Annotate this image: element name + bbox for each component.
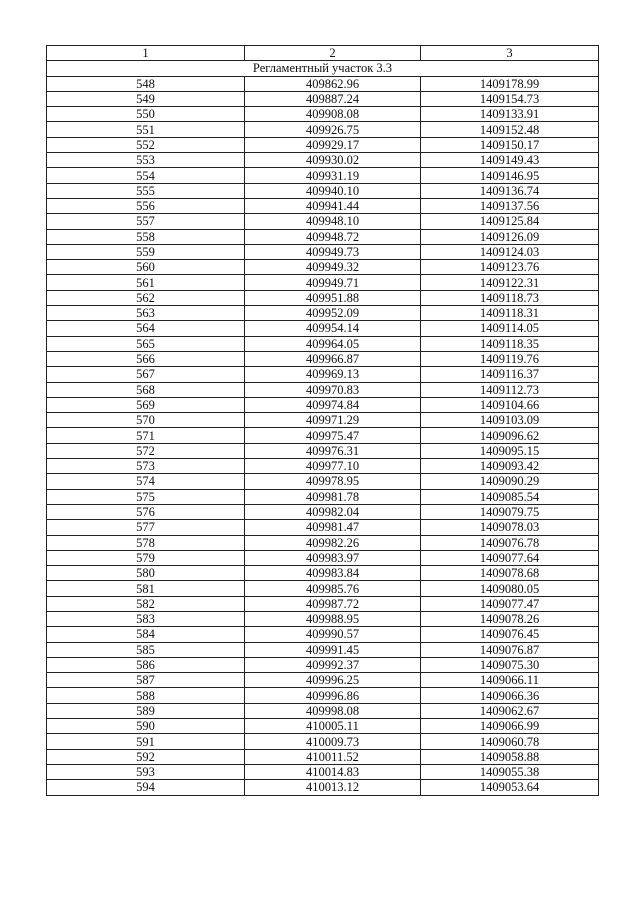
cell-y-coordinate: 1409149.43 bbox=[421, 153, 599, 168]
table-row bbox=[47, 137, 599, 152]
cell-x-coordinate: 409985.76 bbox=[245, 581, 421, 596]
table-row bbox=[47, 107, 599, 122]
table-row bbox=[47, 657, 599, 672]
table-row bbox=[47, 596, 599, 611]
cell-y-coordinate: 1409103.09 bbox=[421, 413, 599, 428]
cell-x-coordinate: 409983.97 bbox=[245, 550, 421, 565]
cell-point-number: 578 bbox=[47, 535, 245, 550]
cell-point-number: 592 bbox=[47, 749, 245, 764]
cell-x-coordinate: 410013.12 bbox=[245, 780, 421, 795]
cell-point-number: 573 bbox=[47, 459, 245, 474]
cell-y-coordinate: 1409137.56 bbox=[421, 198, 599, 213]
cell-y-coordinate: 1409119.76 bbox=[421, 351, 599, 366]
cell-x-coordinate: 409940.10 bbox=[245, 183, 421, 198]
table-row bbox=[47, 382, 599, 397]
cell-x-coordinate: 409992.37 bbox=[245, 657, 421, 672]
cell-point-number: 583 bbox=[47, 611, 245, 626]
cell-y-coordinate: 1409085.54 bbox=[421, 489, 599, 504]
cell-y-coordinate: 1409078.68 bbox=[421, 566, 599, 581]
cell-x-coordinate: 409951.88 bbox=[245, 290, 421, 305]
cell-point-number: 570 bbox=[47, 413, 245, 428]
table-row bbox=[47, 688, 599, 703]
table-row bbox=[47, 734, 599, 749]
cell-point-number: 551 bbox=[47, 122, 245, 137]
table-row bbox=[47, 260, 599, 275]
cell-point-number: 568 bbox=[47, 382, 245, 397]
cell-y-coordinate: 1409124.03 bbox=[421, 244, 599, 259]
cell-point-number: 558 bbox=[47, 229, 245, 244]
cell-x-coordinate: 409964.05 bbox=[245, 336, 421, 351]
cell-x-coordinate: 409941.44 bbox=[245, 198, 421, 213]
table-row bbox=[47, 198, 599, 213]
table-row bbox=[47, 214, 599, 229]
cell-x-coordinate: 409952.09 bbox=[245, 306, 421, 321]
cell-y-coordinate: 1409150.17 bbox=[421, 137, 599, 152]
cell-x-coordinate: 410009.73 bbox=[245, 734, 421, 749]
cell-y-coordinate: 1409076.45 bbox=[421, 627, 599, 642]
cell-y-coordinate: 1409062.67 bbox=[421, 703, 599, 718]
table-row bbox=[47, 459, 599, 474]
cell-y-coordinate: 1409096.62 bbox=[421, 428, 599, 443]
cell-x-coordinate: 409996.86 bbox=[245, 688, 421, 703]
table-row bbox=[47, 168, 599, 183]
cell-y-coordinate: 1409114.05 bbox=[421, 321, 599, 336]
table-row bbox=[47, 780, 599, 795]
cell-y-coordinate: 1409066.11 bbox=[421, 673, 599, 688]
cell-x-coordinate: 409998.08 bbox=[245, 703, 421, 718]
cell-point-number: 561 bbox=[47, 275, 245, 290]
cell-point-number: 565 bbox=[47, 336, 245, 351]
cell-x-coordinate: 410011.52 bbox=[245, 749, 421, 764]
cell-point-number: 553 bbox=[47, 153, 245, 168]
cell-x-coordinate: 409987.72 bbox=[245, 596, 421, 611]
cell-y-coordinate: 1409076.87 bbox=[421, 642, 599, 657]
cell-point-number: 580 bbox=[47, 566, 245, 581]
table-row bbox=[47, 428, 599, 443]
cell-point-number: 579 bbox=[47, 550, 245, 565]
table-row bbox=[47, 474, 599, 489]
table-row bbox=[47, 443, 599, 458]
cell-y-coordinate: 1409055.38 bbox=[421, 764, 599, 779]
cell-y-coordinate: 1409154.73 bbox=[421, 91, 599, 106]
cell-point-number: 556 bbox=[47, 198, 245, 213]
table-row bbox=[47, 749, 599, 764]
cell-point-number: 554 bbox=[47, 168, 245, 183]
cell-x-coordinate: 409970.83 bbox=[245, 382, 421, 397]
cell-y-coordinate: 1409093.42 bbox=[421, 459, 599, 474]
table-row bbox=[47, 535, 599, 550]
cell-point-number: 550 bbox=[47, 107, 245, 122]
cell-point-number: 559 bbox=[47, 244, 245, 259]
cell-x-coordinate: 409949.71 bbox=[245, 275, 421, 290]
cell-y-coordinate: 1409133.91 bbox=[421, 107, 599, 122]
table-row bbox=[47, 397, 599, 412]
table-row bbox=[47, 91, 599, 106]
table-row bbox=[47, 413, 599, 428]
table-row bbox=[47, 550, 599, 565]
table-row bbox=[47, 489, 599, 504]
cell-x-coordinate: 409948.72 bbox=[245, 229, 421, 244]
cell-x-coordinate: 409969.13 bbox=[245, 367, 421, 382]
column-header-x: 2 bbox=[245, 46, 421, 61]
cell-point-number: 589 bbox=[47, 703, 245, 718]
cell-x-coordinate: 409971.29 bbox=[245, 413, 421, 428]
section-title: Регламентный участок 3.3 bbox=[47, 61, 599, 76]
table-row bbox=[47, 229, 599, 244]
table-row bbox=[47, 764, 599, 779]
cell-point-number: 552 bbox=[47, 137, 245, 152]
table-body bbox=[47, 61, 599, 795]
section-title-row bbox=[47, 61, 599, 76]
table-row bbox=[47, 306, 599, 321]
cell-y-coordinate: 1409118.73 bbox=[421, 290, 599, 305]
cell-y-coordinate: 1409095.15 bbox=[421, 443, 599, 458]
table-row bbox=[47, 153, 599, 168]
cell-y-coordinate: 1409066.99 bbox=[421, 719, 599, 734]
table-row bbox=[47, 703, 599, 718]
cell-point-number: 567 bbox=[47, 367, 245, 382]
table-row bbox=[47, 122, 599, 137]
table-row bbox=[47, 611, 599, 626]
cell-point-number: 576 bbox=[47, 504, 245, 519]
cell-point-number: 577 bbox=[47, 520, 245, 535]
cell-point-number: 587 bbox=[47, 673, 245, 688]
cell-x-coordinate: 409930.02 bbox=[245, 153, 421, 168]
cell-y-coordinate: 1409090.29 bbox=[421, 474, 599, 489]
cell-point-number: 584 bbox=[47, 627, 245, 642]
table-row bbox=[47, 581, 599, 596]
cell-x-coordinate: 409976.31 bbox=[245, 443, 421, 458]
cell-point-number: 574 bbox=[47, 474, 245, 489]
cell-point-number: 562 bbox=[47, 290, 245, 305]
table-row bbox=[47, 76, 599, 91]
cell-point-number: 563 bbox=[47, 306, 245, 321]
cell-x-coordinate: 409908.08 bbox=[245, 107, 421, 122]
cell-x-coordinate: 409949.73 bbox=[245, 244, 421, 259]
cell-point-number: 581 bbox=[47, 581, 245, 596]
table-row bbox=[47, 566, 599, 581]
table-row bbox=[47, 504, 599, 519]
column-header-point-number: 1 bbox=[47, 46, 245, 61]
cell-point-number: 569 bbox=[47, 397, 245, 412]
cell-y-coordinate: 1409116.37 bbox=[421, 367, 599, 382]
cell-x-coordinate: 410014.83 bbox=[245, 764, 421, 779]
cell-y-coordinate: 1409178.99 bbox=[421, 76, 599, 91]
cell-point-number: 590 bbox=[47, 719, 245, 734]
cell-y-coordinate: 1409079.75 bbox=[421, 504, 599, 519]
cell-point-number: 572 bbox=[47, 443, 245, 458]
cell-point-number: 571 bbox=[47, 428, 245, 443]
table-row bbox=[47, 351, 599, 366]
cell-y-coordinate: 1409122.31 bbox=[421, 275, 599, 290]
cell-point-number: 564 bbox=[47, 321, 245, 336]
cell-y-coordinate: 1409125.84 bbox=[421, 214, 599, 229]
coordinates-table bbox=[46, 45, 599, 796]
table-row bbox=[47, 321, 599, 336]
cell-y-coordinate: 1409078.26 bbox=[421, 611, 599, 626]
cell-x-coordinate: 409991.45 bbox=[245, 642, 421, 657]
cell-point-number: 594 bbox=[47, 780, 245, 795]
cell-y-coordinate: 1409123.76 bbox=[421, 260, 599, 275]
cell-x-coordinate: 409982.04 bbox=[245, 504, 421, 519]
cell-y-coordinate: 1409112.73 bbox=[421, 382, 599, 397]
column-header-y: 3 bbox=[421, 46, 599, 61]
cell-point-number: 560 bbox=[47, 260, 245, 275]
cell-x-coordinate: 409996.25 bbox=[245, 673, 421, 688]
table-row bbox=[47, 336, 599, 351]
table-row bbox=[47, 244, 599, 259]
cell-point-number: 585 bbox=[47, 642, 245, 657]
cell-y-coordinate: 1409104.66 bbox=[421, 397, 599, 412]
table-row bbox=[47, 719, 599, 734]
cell-point-number: 582 bbox=[47, 596, 245, 611]
cell-x-coordinate: 409966.87 bbox=[245, 351, 421, 366]
cell-y-coordinate: 1409118.35 bbox=[421, 336, 599, 351]
cell-point-number: 588 bbox=[47, 688, 245, 703]
cell-x-coordinate: 409982.26 bbox=[245, 535, 421, 550]
table-row bbox=[47, 627, 599, 642]
cell-x-coordinate: 409931.19 bbox=[245, 168, 421, 183]
cell-y-coordinate: 1409077.64 bbox=[421, 550, 599, 565]
cell-y-coordinate: 1409066.36 bbox=[421, 688, 599, 703]
cell-y-coordinate: 1409078.03 bbox=[421, 520, 599, 535]
table-row bbox=[47, 367, 599, 382]
cell-x-coordinate: 409926.75 bbox=[245, 122, 421, 137]
cell-y-coordinate: 1409136.74 bbox=[421, 183, 599, 198]
table-row bbox=[47, 520, 599, 535]
cell-y-coordinate: 1409077.47 bbox=[421, 596, 599, 611]
table-row bbox=[47, 290, 599, 305]
cell-y-coordinate: 1409060.78 bbox=[421, 734, 599, 749]
cell-x-coordinate: 409929.17 bbox=[245, 137, 421, 152]
table-row bbox=[47, 183, 599, 198]
cell-y-coordinate: 1409076.78 bbox=[421, 535, 599, 550]
cell-x-coordinate: 409988.95 bbox=[245, 611, 421, 626]
table-row bbox=[47, 673, 599, 688]
cell-y-coordinate: 1409080.05 bbox=[421, 581, 599, 596]
cell-point-number: 591 bbox=[47, 734, 245, 749]
cell-x-coordinate: 409990.57 bbox=[245, 627, 421, 642]
cell-x-coordinate: 409954.14 bbox=[245, 321, 421, 336]
cell-x-coordinate: 409887.24 bbox=[245, 91, 421, 106]
cell-point-number: 566 bbox=[47, 351, 245, 366]
table-row bbox=[47, 275, 599, 290]
header-row bbox=[47, 46, 599, 61]
cell-point-number: 593 bbox=[47, 764, 245, 779]
cell-point-number: 555 bbox=[47, 183, 245, 198]
cell-x-coordinate: 409948.10 bbox=[245, 214, 421, 229]
table-row bbox=[47, 642, 599, 657]
cell-y-coordinate: 1409118.31 bbox=[421, 306, 599, 321]
cell-x-coordinate: 409975.47 bbox=[245, 428, 421, 443]
cell-y-coordinate: 1409126.09 bbox=[421, 229, 599, 244]
cell-x-coordinate: 409978.95 bbox=[245, 474, 421, 489]
cell-x-coordinate: 409977.10 bbox=[245, 459, 421, 474]
cell-y-coordinate: 1409152.48 bbox=[421, 122, 599, 137]
cell-y-coordinate: 1409075.30 bbox=[421, 657, 599, 672]
cell-x-coordinate: 409981.78 bbox=[245, 489, 421, 504]
cell-point-number: 548 bbox=[47, 76, 245, 91]
cell-point-number: 586 bbox=[47, 657, 245, 672]
cell-point-number: 549 bbox=[47, 91, 245, 106]
cell-y-coordinate: 1409058.88 bbox=[421, 749, 599, 764]
cell-x-coordinate: 409983.84 bbox=[245, 566, 421, 581]
cell-x-coordinate: 409974.84 bbox=[245, 397, 421, 412]
cell-x-coordinate: 409949.32 bbox=[245, 260, 421, 275]
cell-point-number: 575 bbox=[47, 489, 245, 504]
cell-x-coordinate: 409981.47 bbox=[245, 520, 421, 535]
cell-x-coordinate: 410005.11 bbox=[245, 719, 421, 734]
cell-point-number: 557 bbox=[47, 214, 245, 229]
cell-x-coordinate: 409862.96 bbox=[245, 76, 421, 91]
cell-y-coordinate: 1409146.95 bbox=[421, 168, 599, 183]
cell-y-coordinate: 1409053.64 bbox=[421, 780, 599, 795]
